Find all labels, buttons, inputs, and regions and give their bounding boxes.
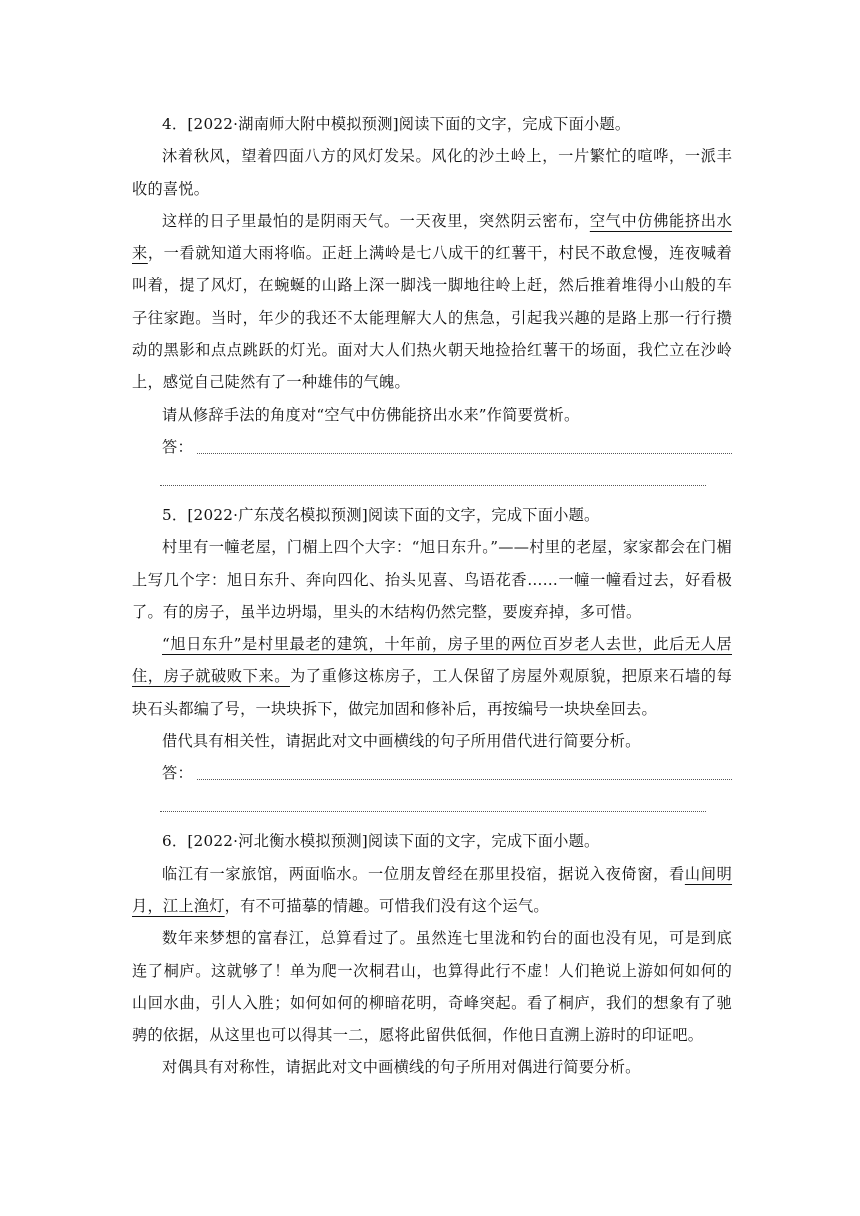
- question-4-paragraph-2-text-b: ，一看就知道大雨将临。正赶上满岭是七八成干的红薯干，村民不敢怠慢，连夜喊着叫着，提了风灯，在蜿蜒的山路上深一脚浅一脚地往岭上赶，然后推着堆得小山般的车子往家跑。当时，年少的我还不太能理解大人的焦急，引起我兴趣的是路上那一行行攒动的黑影和点点跳跃的灯光。面对大人们热火朝天地捡拾红薯干的场面，我伫立在沙岭上，感觉自己陡然有了一种雄伟的气魄。: [132, 244, 733, 392]
- answer-dotted-line: [160, 485, 706, 486]
- question-5-answer-label: 答：: [162, 764, 193, 783]
- question-4-paragraph-2: [132, 205, 732, 399]
- question-4-answer-line: [132, 431, 732, 463]
- question-5-answer-line: [132, 757, 732, 789]
- answer-dotted-line: [197, 453, 732, 454]
- question-5: [132, 499, 732, 825]
- question-6-paragraph-2: 数年来梦想的富春江，总算看过了。虽然连七里泷和钓台的面也没有见，可是到底连了桐庐。这就够了！单为爬一次桐君山，也算得此行不虚！人们艳说上游如何如何的山回水曲，引人入胜；如何如何的柳暗花明，奇峰突起。看了桐庐，我们的想象有了驰骋的依据，从这里也可以得其一二，愿将此留供低徊，作他日直溯上游时的印证吧。: [132, 929, 732, 1045]
- question-4-paragraph-1: 沐着秋风，望着四面八方的风灯发呆。风化的沙土岭上，一片繁忙的喧哗，一派丰收的喜悦。: [132, 147, 732, 198]
- question-6: [132, 825, 732, 1083]
- answer-dotted-line: [160, 811, 706, 812]
- answer-dotted-line: [197, 779, 732, 780]
- question-5-heading: 5．[2022·广东茂名模拟预测]阅读下面的文字，完成下面小题。: [162, 505, 600, 524]
- question-4-underlined-phrase: 空气中仿佛能挤出水来: [132, 211, 733, 263]
- question-4-heading: 4．[2022·湖南师大附中模拟预测]阅读下面的文字，完成下面小题。: [162, 115, 631, 133]
- question-5-prompt: 借代具有相关性，请据此对文中画横线的句子所用借代进行简要分析。: [162, 732, 641, 751]
- question-6-heading: 6．[2022·河北衡水模拟预测]阅读下面的文字，完成下面小题。: [162, 832, 600, 851]
- question-6-prompt: 对偶具有对称性，请据此对文中画横线的句子所用对偶进行简要分析。: [162, 1058, 641, 1077]
- document-content: [132, 108, 732, 1084]
- question-4-paragraph-2-text-a: 这样的日子里最怕的是阴雨天气。一天夜里，突然阴云密布，: [162, 211, 590, 230]
- question-6-paragraph-1: [132, 858, 732, 923]
- question-6-underlined-phrase: 山间明月，江上渔灯: [132, 864, 733, 915]
- question-5-paragraph-1: 村里有一幢老屋，门楣上四个大字：“旭日东升。”——村里的老屋，家家都会在门楣上写几个字：旭日东升、奔向四化、抬头见喜、鸟语花香……一幢一幢看过去，好看极了。有的房子，虽半边坍塌，里头的木结构仍然完整，要废弃掉，多可惜。: [132, 538, 732, 621]
- question-4-answer-label: 答：: [162, 437, 193, 456]
- question-4-answer-line-2: [132, 463, 732, 499]
- question-5-paragraph-2-text-b: 为了重修这栋房子，工人保留了房屋外观原貌，把原来石墙的每块石头都编了号，一块块拆下，做完加固和修补后，再按编号一块块垒回去。: [132, 667, 733, 718]
- question-4: [132, 108, 732, 499]
- question-5-paragraph-2: [132, 628, 732, 725]
- question-6-paragraph-1-text-a: 临江有一家旅馆，两面临水。一位朋友曾经在那里投宿，据说入夜倚窗，看: [162, 864, 685, 883]
- question-5-underlined-sentence: “旭日东升”是村里最老的建筑，十年前，房子里的两位百岁老人去世，此后无人居住，房子就破败下来。: [132, 635, 732, 686]
- question-4-prompt: 请从修辞手法的角度对“空气中仿佛能挤出水来”作简要赏析。: [162, 405, 580, 424]
- question-6-paragraph-1-text-b: ，有不可描摹的情趣。可惜我们没有这个运气。: [224, 896, 549, 915]
- question-5-answer-line-2: [132, 789, 732, 825]
